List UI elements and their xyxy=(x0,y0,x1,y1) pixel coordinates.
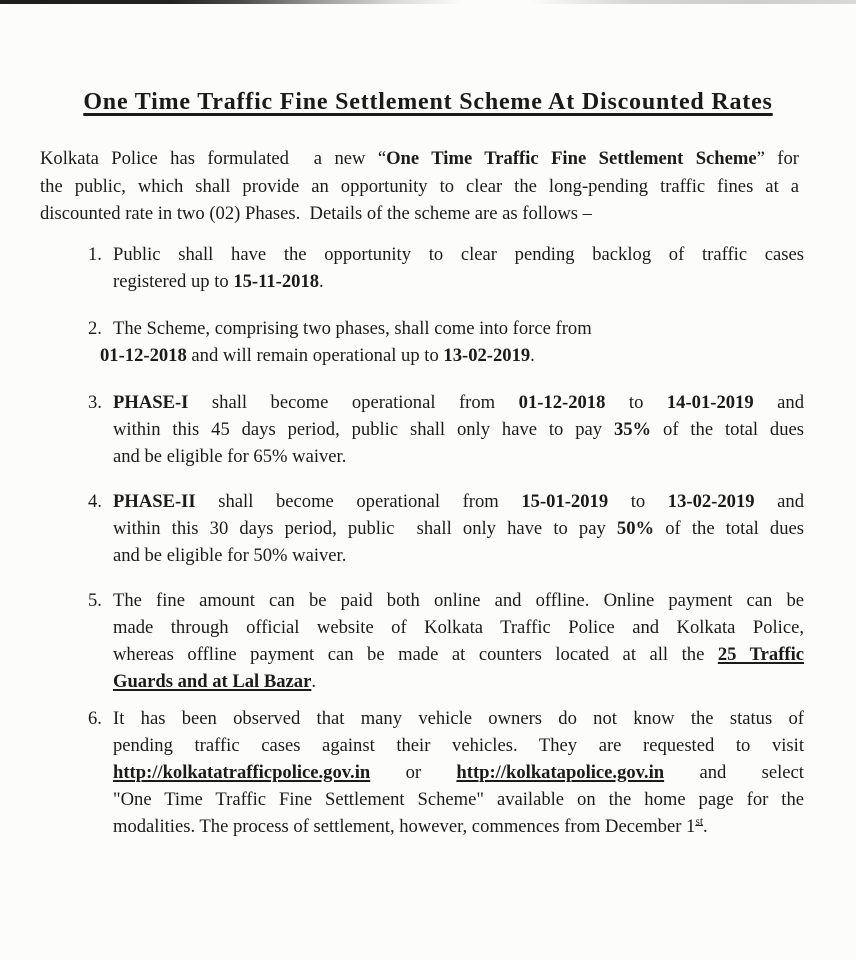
traffic-guards-emphasis: 25 Traffic xyxy=(717,643,804,665)
text-run: registered up to xyxy=(113,270,234,292)
item-4-line-3: and be eligible for 50% waiver. xyxy=(113,544,347,566)
text-run: and xyxy=(754,490,804,512)
list-item-number: 6. xyxy=(88,707,102,729)
list-item-number: 5. xyxy=(88,589,102,611)
item-4-line-1 xyxy=(113,488,804,515)
superscript-st: st xyxy=(695,815,704,828)
list-item-number: 1. xyxy=(88,243,102,265)
item-6-line-2: pending traffic cases against their vehicles. They are requested to visit xyxy=(113,734,804,756)
item-2-line-2 xyxy=(100,342,804,369)
item-3-line-1 xyxy=(113,389,804,416)
item-5-line-4 xyxy=(113,668,804,695)
phase-2-start-date: 15-01-2019 xyxy=(521,490,609,512)
text-run: . xyxy=(530,344,535,366)
item-1-line-1: Public shall have the opportunity to clear pending backlog of traffic cases xyxy=(113,243,804,265)
intro-line-3: discounted rate in two (02) Phases. Details of the scheme are as follows – xyxy=(40,203,592,224)
item-4-line-2 xyxy=(113,515,804,542)
text-run: shall become operational from xyxy=(188,391,519,413)
list-item-3 xyxy=(88,389,804,470)
lal-bazar-emphasis: Guards and at Lal Bazar xyxy=(113,670,312,692)
text-run: and select xyxy=(664,761,804,783)
intro-line-2: the public, which shall provide an opportunity to clear the long-pending traffic fines at a xyxy=(40,175,799,197)
list-item-content xyxy=(113,587,804,695)
date-registered-upto: 15-11-2018 xyxy=(233,270,320,292)
list-item-5 xyxy=(88,587,804,695)
text-run: . xyxy=(319,270,324,292)
phase-2-pay-percent: 50% xyxy=(616,517,655,539)
text-run: or xyxy=(370,761,457,783)
text-run: to xyxy=(605,391,667,413)
text-run: of the total dues xyxy=(651,418,804,440)
text-run: whereas offline payment can be made at counters located at all the xyxy=(113,643,718,665)
text-run: and xyxy=(753,391,804,413)
phase-1-start-date: 01-12-2018 xyxy=(518,391,606,413)
text-run: within this 30 days period, public shall only have to pay xyxy=(113,517,617,539)
url-kolkata-police: http://kolkatapolice.gov.in xyxy=(456,761,665,783)
date-scheme-end: 13-02-2019 xyxy=(443,344,531,366)
text-run: . xyxy=(311,670,317,692)
list-item-content xyxy=(113,241,804,295)
list-item-1 xyxy=(88,241,804,295)
item-6-line-5 xyxy=(113,813,804,840)
list-item-content xyxy=(113,488,804,569)
text-run: within this 45 days period, public shall only have to pay xyxy=(113,418,614,440)
item-5-line-3 xyxy=(113,641,804,668)
item-5-line-1: The fine amount can be paid both online and offline. Online payment can be xyxy=(113,589,804,611)
list-item-content xyxy=(113,389,804,470)
item-1-line-2 xyxy=(113,268,804,295)
item-6-line-3 xyxy=(113,759,804,786)
phase-1-label: PHASE-I xyxy=(113,391,189,413)
text-run: of the total dues xyxy=(654,517,804,539)
text-run: to xyxy=(608,490,668,512)
item-3-line-3: and be eligible for 65% waiver. xyxy=(113,445,347,467)
document-title-text: One Time Traffic Fine Settlement Scheme At Discounted Rates xyxy=(83,89,773,115)
item-6-line-1: It has been observed that many vehicle owners do not know the status of xyxy=(113,707,804,729)
list-item-content xyxy=(113,705,804,840)
phase-2-label: PHASE-II xyxy=(113,490,196,512)
text-run: and will remain operational up to xyxy=(186,344,444,366)
item-5-line-2: made through official website of Kolkata Traffic Police and Kolkata Police, xyxy=(113,616,804,638)
list-item-2 xyxy=(88,315,804,369)
item-3-line-2 xyxy=(113,416,804,443)
intro-paragraph xyxy=(40,145,799,228)
phase-1-end-date: 14-01-2019 xyxy=(666,391,754,413)
document-title xyxy=(30,87,826,117)
list-item-number: 4. xyxy=(88,490,102,512)
item-2-line-1: The Scheme, comprising two phases, shall come into force from xyxy=(113,317,592,339)
phase-1-pay-percent: 35% xyxy=(613,418,652,440)
item-6-line-4: "One Time Traffic Fine Settlement Scheme" available on the home page for the xyxy=(113,788,804,810)
list-item-number: 2. xyxy=(88,317,102,339)
list-item-content xyxy=(100,315,804,369)
scheme-name-bold: One Time Traffic Fine Settlement Scheme xyxy=(386,148,757,169)
phase-2-end-date: 13-02-2019 xyxy=(667,490,755,512)
intro-line-1 xyxy=(40,145,799,173)
text-run: modalities. The process of settlement, however, commences from December 1 xyxy=(113,815,696,837)
list-item-6 xyxy=(88,705,804,840)
text-run: ” for xyxy=(756,148,799,169)
date-scheme-start: 01-12-2018 xyxy=(100,344,187,366)
scheme-details-list xyxy=(88,241,804,840)
text-run: shall become operational from xyxy=(195,490,522,512)
scan-artifact-top-bar xyxy=(0,0,856,4)
list-item-4 xyxy=(88,488,804,569)
url-kolkata-traffic-police: http://kolkatatrafficpolice.gov.in xyxy=(113,761,371,783)
list-item-number: 3. xyxy=(88,391,102,413)
text-run: Kolkata Police has formulated a new “ xyxy=(40,148,387,169)
text-run: . xyxy=(703,815,708,837)
